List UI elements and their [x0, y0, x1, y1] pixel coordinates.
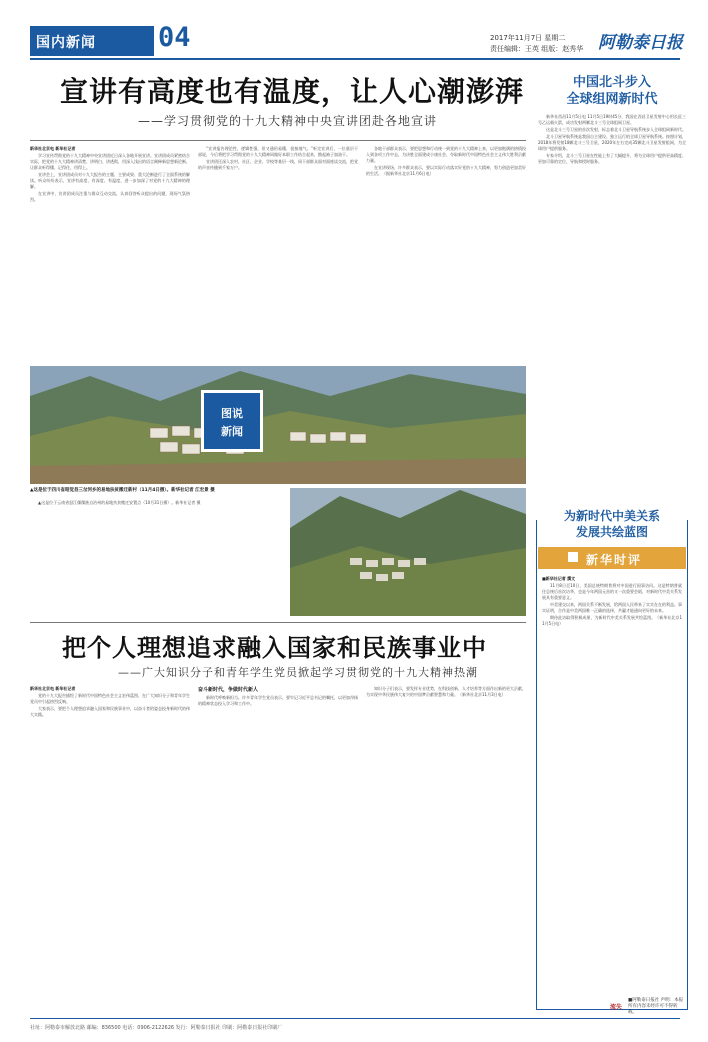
- picture-news-tag: [201, 390, 263, 452]
- banner-square-icon: [568, 552, 578, 562]
- paragraph: 在宣讲中，宣讲团成员注重与群众互动交流，认真回答听众提出的问题，现场气氛热烈。: [30, 191, 190, 202]
- paragraph: 宣讲会上，宣讲团成员对十九大报告的主题、主要成果、重大论断进行了全面系统的解读。听众纷纷表示，宣讲有高度、有深度、有温度，进一步加深了对党的十九大精神的理解。: [30, 172, 190, 189]
- commentary-article: [542, 576, 682, 996]
- headline-rule: [30, 140, 526, 141]
- paragraph: 学习宣传贯彻党的十九大精神中央宣讲团近日深入各地开展宣讲。宣讲团成员紧密结合实际，把党的十九大精神讲清楚、讲明白、讲透彻，用深入浅出的语言阐释新思想新论断，让群众听得懂、记得住、用得上。: [30, 153, 190, 170]
- paragraph: 中美建交以来，两国关系不断发展，给两国人民带来了实实在在的利益。事实证明，合作是中美两国唯一正确的选择，共赢才能通向更好的未来。: [542, 602, 682, 613]
- editors: 责任编辑：王英 组版：赵秀华: [490, 45, 584, 53]
- header-rule: [30, 58, 680, 60]
- main-headline: 宣讲有高度也有温度，让人心潮澎湃: [60, 75, 525, 108]
- beidou-title-line-2: 全球组网新时代: [566, 92, 658, 107]
- issue-date: 2017年11月7日 星期二: [490, 34, 566, 42]
- second-headline: 把个人理想追求融入国家和民族事业中: [62, 633, 487, 662]
- page-header: [0, 0, 708, 66]
- paragraph: 北斗卫星导航系统是我国自主建设、独立运行的全球卫星导航系统。按照计划，2018年将发射18颗北斗三号卫星，2020年左右完成35颗北斗卫星发射组网，为全球用户提供服务。: [538, 134, 686, 151]
- xinhua-label: 新华时评: [586, 553, 643, 567]
- section-name: 国内新闻: [36, 35, 96, 51]
- main-byline: 新华社北京电 新华社记者: [30, 146, 76, 151]
- tag-line-1: 图说: [221, 407, 243, 420]
- main-article-col-2: [198, 146, 358, 362]
- commentary-byline: ■新华社记者 撰文: [542, 576, 576, 581]
- paragraph: 党的十九大报告描绘了新时代中国特色社会主义宏伟蓝图，在广大知识分子和青年学生党员中引起热烈反响。: [30, 693, 190, 704]
- beidou-title-line-1: 中国北斗步入: [572, 75, 651, 90]
- subsection-heading: 奋斗新时代，争做时代新人: [198, 687, 259, 693]
- tag-line-2: 新闻: [221, 425, 243, 438]
- paragraph: 期待此访取得积极成果，为新时代中美关系发展共绘蓝图。（新华社北京11月5日电）: [542, 615, 682, 626]
- notice-text: ■阿勒泰日报社 声明：本报所有内容未经许可不得转载。: [628, 998, 684, 1015]
- beidou-article: [538, 114, 686, 512]
- main-article-col-3: [366, 146, 526, 362]
- beidou-title: [538, 74, 686, 108]
- paragraph: 知识分子们表示，要发挥专业优势，在科技创新、人才培养等方面作出新的更大贡献，为实现中华民族伟大复兴的中国梦贡献智慧和力量。（新华社北京11月3日电）: [366, 686, 526, 697]
- paragraph: 这是北斗三号卫星的首次发射，标志着北斗卫星导航系统步入全球组网新时代。: [546, 127, 686, 132]
- photo-caption-text: [30, 500, 284, 536]
- commentary-title-line-2: 发展共绘蓝图: [575, 525, 648, 539]
- commentary-title-line-1: 为新时代中美关系: [563, 509, 660, 523]
- xinhua-commentary-banner: [538, 547, 686, 569]
- paragraph: 11月8日至10日，美国总统特朗普将对中国进行国事访问。这是特朗普就任总统后首次访华，也是今年两国元首的又一次重要会晤，对新时代中美关系发展具有重要意义。: [542, 583, 682, 600]
- main-article-col-1: [30, 146, 190, 362]
- newspaper-logo: 阿勒泰日报: [598, 33, 683, 53]
- commentary-title: [538, 508, 686, 540]
- paragraph: “宣讲报告理论性、逻辑性强，但又通俗易懂，很接地气。”听完宣讲后，一位基层干部说，今后将把学习贯彻党的十九大精神同做好本职工作结合起来，撸起袖子加油干。: [198, 146, 358, 157]
- section-rule: [30, 622, 526, 623]
- main-subhead: ——学习贯彻党的十九大精神中央宣讲团赴各地宣讲: [138, 114, 438, 128]
- paragraph: 新时代呼唤新担当。许多青年学生党员表示，要牢记习近平总书记的嘱托，以更加昂扬的精神状态投入学习和工作中。: [198, 695, 358, 706]
- paragraph: 专家介绍，北斗三号卫星在性能上有了大幅提升，将为全球用户提供更高精度、更加可靠的定位、导航和授时服务。: [538, 153, 686, 164]
- paragraph: ▲这是位于云南省怒江傈僳族自治州的易地扶贫搬迁安置点（10月31日摄）。新华社记者 摄: [38, 500, 201, 505]
- page-number: 04: [158, 22, 191, 53]
- second-article-col-2: [198, 686, 358, 1012]
- paragraph: 新华社西昌11月5日电 11月5日19时45分，我国在西昌卫星发射中心用长征三号乙运载火箭，成功发射两颗北斗三号全球组网卫星。: [538, 114, 686, 125]
- photo-relocation-village: [30, 366, 526, 484]
- second-subhead: ——广大知识分子和青年学生党员掀起学习贯彻党的十九大精神热潮: [118, 666, 478, 679]
- second-byline: 新华社北京电 新华社记者: [30, 686, 76, 691]
- paragraph: 在宣讲现场，许多群众表示，要以实际行动落实好党的十九大精神，努力创造更加美好的生活。（据新华社北京11月6日电）: [366, 165, 526, 176]
- paragraph: 大家表示，要把个人理想追求融入国家和民族事业中，以奋斗者的姿态投身新时代的伟大实践。: [30, 706, 190, 717]
- page-footer: 社址：阿勒泰市解放北路 邮编：836500 电话：0906-2122626 发行：阿勒泰日报社 印刷：阿勒泰日报社印刷厂: [30, 1018, 680, 1038]
- photo-mountain-settlement: [290, 488, 526, 616]
- notice-label: 流失: [610, 1004, 623, 1011]
- second-article-col-1: [30, 686, 190, 1012]
- paragraph: 各地干部群众表示，要把思想和行动统一到党的十九大精神上来，以更加饱满的热情投入到各项工作中去，为决胜全面建成小康社会、夺取新时代中国特色社会主义伟大胜利贡献力量。: [366, 146, 526, 163]
- second-article-col-3: [366, 686, 526, 1012]
- photo-caption-1: ▲这是位于四川省昭觉县三岔河乡的易地扶贫搬迁新村（11月4日摄）。新华社记者 江宏景 摄: [30, 488, 215, 493]
- paragraph: 宣讲团还深入农村、社区、企业、学校等基层一线，同干部群众面对面座谈交流，把党的声音传播到千家万户。: [198, 159, 358, 170]
